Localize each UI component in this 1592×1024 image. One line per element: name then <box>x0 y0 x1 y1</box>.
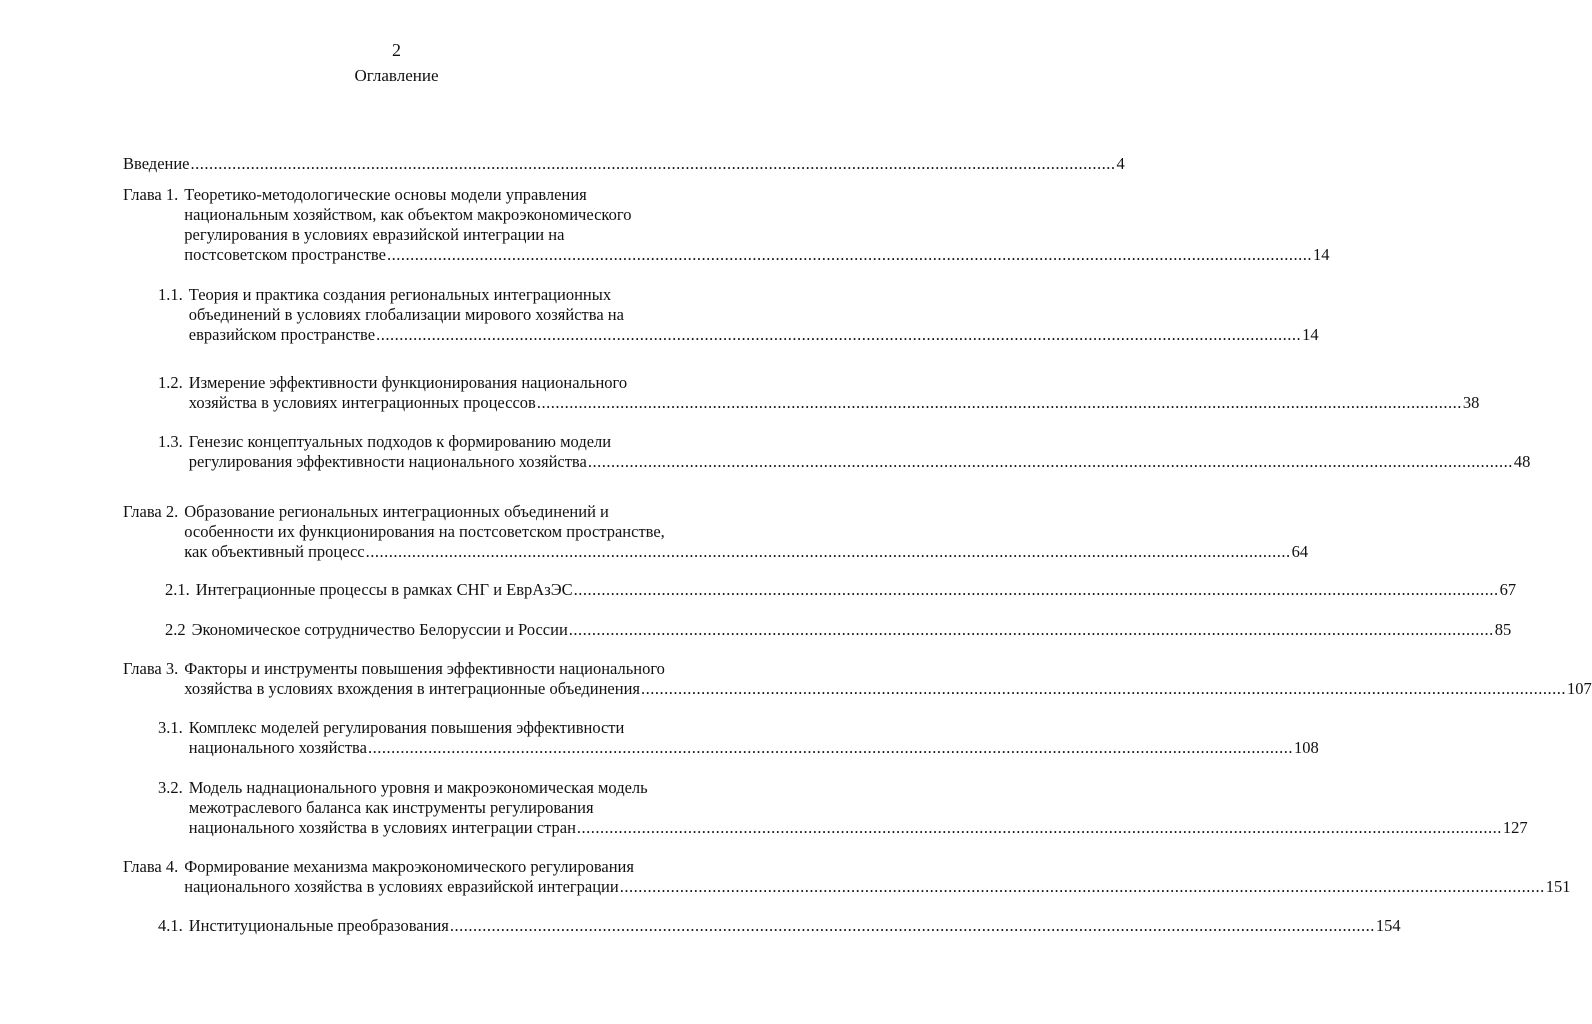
toc-page-number: 67 <box>1499 580 1517 599</box>
toc-entry-line: Теория и практика создания региональных интеграционных <box>188 285 612 304</box>
toc-entry-text: Институциональные преобразования <box>188 916 449 935</box>
toc-entry-line: национальным хозяйством, как объектом макроэкономического <box>184 205 632 224</box>
page-number: 2 <box>392 40 401 60</box>
toc-entry[interactable] <box>123 154 1125 174</box>
toc-page-number: 107 <box>1567 679 1592 698</box>
toc-entry[interactable] <box>123 185 1330 265</box>
toc-entry[interactable] <box>165 620 1512 640</box>
toc-leader-dots: ........................................................................................................................................................................................................ <box>576 818 1502 837</box>
toc-entry-text: национального хозяйства <box>188 738 367 757</box>
toc-leader-dots: ........................................................................................................................................................................................................ <box>587 452 1513 471</box>
toc-page-number: 48 <box>1513 452 1531 471</box>
toc-entry-line: Комплекс моделей регулирования повышения эффективности <box>188 718 625 737</box>
toc-entry-text: как объективный процесс <box>184 542 365 561</box>
toc-leader-dots: ........................................................................................................................................................................................................ <box>568 620 1494 639</box>
toc-leader-dots: ........................................................................................................................................................................................................ <box>573 580 1499 599</box>
toc-entry-number: 1.3. <box>158 432 183 451</box>
toc-leader-dots: ........................................................................................................................................................................................................ <box>367 738 1293 757</box>
toc-entry-line: Образование региональных интеграционных объединений и <box>184 502 609 521</box>
toc-entry-line: Измерение эффективности функционирования национального <box>188 373 628 392</box>
toc-entry[interactable] <box>158 432 1531 472</box>
toc-entry-line: Факторы и инструменты повышения эффективности национального <box>184 659 665 678</box>
toc-entry[interactable] <box>158 373 1480 413</box>
toc-entry-line: Формирование механизма макроэкономического регулирования <box>184 857 634 876</box>
toc-entry-line: Генезис концептуальных подходов к формированию модели <box>188 432 612 451</box>
toc-leader-dots: ........................................................................................................................................................................................................ <box>449 916 1375 935</box>
toc-entry-number: 4.1. <box>158 916 183 935</box>
toc-entry-number: 3.2. <box>158 778 183 797</box>
toc-entry-text: регулирования эффективности национального хозяйства <box>188 452 587 471</box>
toc-entry-number: 1.2. <box>158 373 183 392</box>
toc-entry-line: особенности их функционирования на постсоветском пространстве, <box>184 522 665 541</box>
toc-entry-text: хозяйства в условиях вхождения в интеграционные объединения <box>184 679 640 698</box>
toc-entry-line: Теоретико-методологические основы модели управления <box>184 185 587 204</box>
toc-entry[interactable] <box>158 778 1528 838</box>
toc-entry-number: 2.1. <box>165 580 190 599</box>
toc-leader-dots: ........................................................................................................................................................................................................ <box>386 245 1312 264</box>
toc-entry-number: 3.1. <box>158 718 183 737</box>
toc-page-number: 154 <box>1375 916 1401 935</box>
toc-page-number: 14 <box>1302 325 1319 344</box>
toc-entry-number: Глава 4. <box>123 857 179 876</box>
toc-entry[interactable] <box>123 502 1309 562</box>
toc-page-number: 85 <box>1494 620 1512 639</box>
toc-entry-text: Экономическое сотрудничество Белоруссии и России <box>191 620 568 639</box>
toc-title: Оглавление <box>354 66 439 85</box>
toc-leader-dots: ........................................................................................................................................................................................................ <box>619 877 1545 896</box>
toc-entry-text: постсоветском пространстве <box>184 245 386 264</box>
toc-entry-text: Интеграционные процессы в рамках СНГ и ЕврАзЭС <box>195 580 573 599</box>
toc-entry-number: 1.1. <box>158 285 183 304</box>
toc-entry-text: хозяйства в условиях интеграционных процессов <box>188 393 536 412</box>
toc-page-number: 4 <box>1116 154 1125 173</box>
toc-page-number: 38 <box>1462 393 1480 412</box>
toc-leader-dots: ........................................................................................................................................................................................................ <box>536 393 1462 412</box>
toc-leader-dots: ........................................................................................................................................................................................................ <box>365 542 1291 561</box>
toc-entry-line: объединений в условиях глобализации мирового хозяйства на <box>188 305 624 324</box>
toc-entry-text: национального хозяйства в условиях евразийской интеграции <box>184 877 619 896</box>
toc-page-number: 64 <box>1291 542 1309 561</box>
toc-page-number: 14 <box>1312 245 1330 264</box>
toc-leader-dots: ........................................................................................................................................................................................................ <box>641 679 1566 698</box>
toc-leader-dots: ........................................................................................................................................................................................................ <box>190 154 1116 173</box>
toc-leader-dots: ........................................................................................................................................................................................................ <box>376 325 1302 344</box>
toc-entry-text: Введение <box>123 154 190 173</box>
toc-page-number: 108 <box>1293 738 1319 757</box>
toc-entry[interactable] <box>158 285 1319 345</box>
toc-entry-text: евразийском пространстве <box>188 325 376 344</box>
toc-entry-line: регулирования в условиях евразийской интеграции на <box>184 225 565 244</box>
toc-entry-number: Глава 1. <box>123 185 179 204</box>
toc-entry-line: Модель наднационального уровня и макроэкономическая модель <box>188 778 648 797</box>
toc-entry[interactable] <box>123 659 1592 699</box>
toc-entry-number: 2.2 <box>165 620 186 639</box>
toc-entry-number: Глава 3. <box>123 659 179 678</box>
toc-page-number: 127 <box>1502 818 1528 837</box>
toc-entry[interactable] <box>158 916 1401 936</box>
toc-entry-line: межотраслевого баланса как инструменты регулирования <box>188 798 594 817</box>
toc-entry[interactable] <box>165 580 1517 600</box>
toc-entry-number: Глава 2. <box>123 502 179 521</box>
toc-entry[interactable] <box>123 857 1571 897</box>
toc-entry[interactable] <box>158 718 1319 758</box>
toc-page-number: 151 <box>1545 877 1571 896</box>
toc-entry-text: национального хозяйства в условиях интеграции стран <box>188 818 576 837</box>
